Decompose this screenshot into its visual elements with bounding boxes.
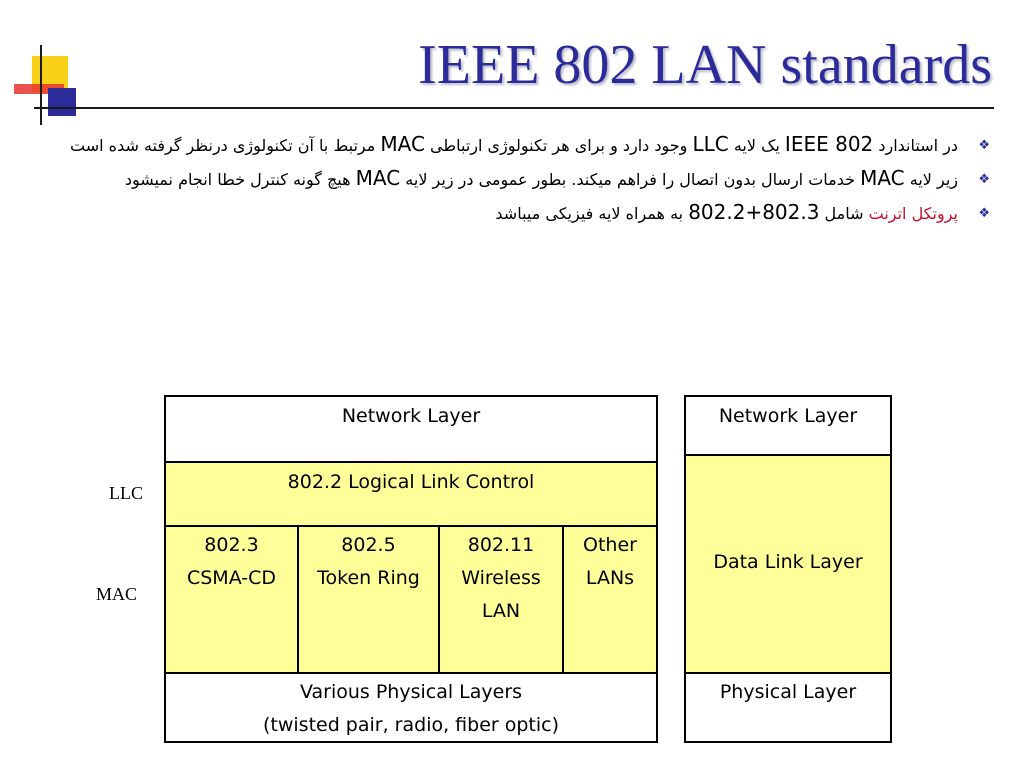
logo-squares	[0, 0, 90, 130]
mac-cell-line: CSMA-CD	[186, 567, 277, 589]
bullet-1-text-2: یک لایه	[728, 136, 785, 155]
logo-vertical-line	[40, 45, 42, 125]
diamond-bullet-icon: ❖	[978, 206, 990, 221]
bullet-2-term-mac: MAC	[860, 166, 905, 190]
bullet-3-highlight: پروتکل اترنت	[868, 204, 958, 223]
mac-cell-other	[562, 525, 656, 672]
osi-network-layer-box: Network Layer	[686, 397, 890, 454]
bullet-3-text-1: شامل	[819, 204, 869, 223]
bullet-2-text-3: هیچ گونه کنترل خطا انجام نمیشود	[124, 170, 356, 189]
mac-cell-line: LAN	[481, 600, 521, 622]
physical-layer-line: Various Physical Layers	[299, 681, 523, 703]
mac-cell-line: Other	[583, 534, 637, 556]
mac-cell-line: Wireless	[461, 567, 541, 589]
osi-stack-diagram	[684, 395, 892, 743]
bullet-1-term-ieee: IEEE 802	[784, 132, 874, 156]
diamond-bullet-icon: ❖	[978, 138, 990, 153]
physical-layer-box	[166, 672, 656, 741]
mac-cell-line: Token Ring	[317, 567, 420, 589]
network-layer-box: Network Layer	[166, 397, 656, 461]
bullet-item-2	[66, 164, 996, 194]
bullet-3-term-standards: 802.2+802.3	[688, 200, 820, 224]
bullet-2-text-1: زیر لایه	[904, 170, 958, 189]
bullet-1-term-llc: LLC	[692, 132, 729, 156]
osi-data-link-layer-box: Data Link Layer	[686, 454, 890, 672]
mac-cell-line: 802.3	[204, 534, 259, 556]
bullet-1-text-4: مرتبط با آن تکنولوژی درنظر گرفته شده است	[70, 136, 381, 155]
mac-cell-line: 802.11	[467, 534, 535, 556]
bullet-item-1	[66, 130, 996, 160]
ieee-802-stack-diagram	[164, 395, 658, 743]
physical-layer-line: (twisted pair, radio, fiber optic)	[262, 714, 560, 736]
llc-side-label: LLC	[109, 483, 143, 503]
title-divider	[34, 107, 994, 109]
bullet-2-term-mac-2: MAC	[355, 166, 401, 190]
mac-cell-802-5	[297, 525, 438, 672]
bullet-2-text-2: خدمات ارسال بدون اتصال را فراهم میکند. بطور عمومی در زیر لایه	[400, 170, 861, 189]
bullet-1-text-1: در استاندارد	[873, 136, 958, 155]
bullet-1-term-mac: MAC	[380, 132, 425, 156]
bullet-list	[66, 130, 996, 232]
bullet-item-3	[66, 198, 996, 228]
llc-layer-box: 802.2 Logical Link Control	[166, 461, 656, 525]
logo-blue-square	[48, 88, 76, 116]
mac-cell-line: LANs	[585, 567, 635, 589]
diamond-bullet-icon: ❖	[978, 172, 990, 187]
bullet-1-text-3: وجود دارد و برای هر تکنولوژی ارتباطی	[424, 136, 693, 155]
osi-physical-layer-box: Physical Layer	[686, 672, 890, 741]
bullet-3-text-2: به همراه لایه فیزیکی میباشد	[495, 204, 689, 223]
mac-cell-line: 802.5	[341, 534, 396, 556]
mac-cell-802-11	[438, 525, 562, 672]
mac-cell-802-3	[166, 525, 297, 672]
page-title: IEEE 802 LAN standards	[418, 34, 992, 96]
mac-side-label: MAC	[96, 584, 138, 604]
